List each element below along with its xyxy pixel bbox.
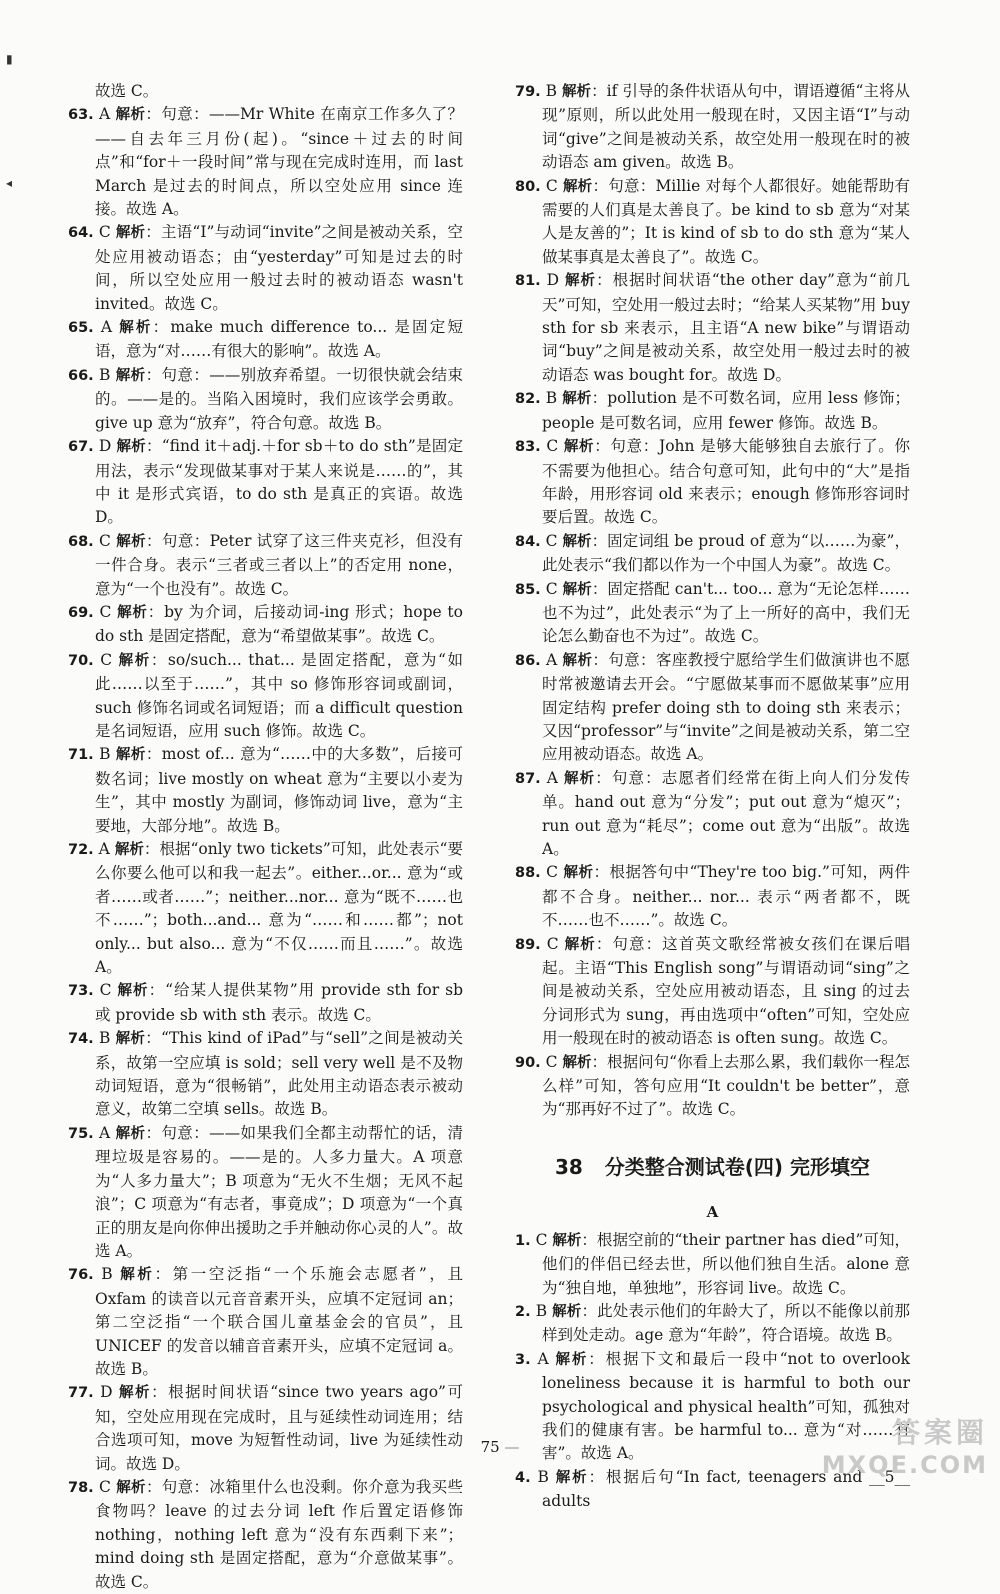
- answer-letter: C: [546, 863, 558, 882]
- answer-letter: C: [99, 531, 111, 550]
- question-number: 72.: [68, 842, 94, 858]
- answer-letter: D: [546, 271, 560, 290]
- question-number: 90.: [515, 1054, 541, 1071]
- explanation-text: ：主语“I”与动词“invite”之间是被动关系，空处应用被动语态；由“yesterday”可知是过去的时间，所以空处应用一般过去时的被动语态 wasn't invited。故选 C。: [95, 223, 463, 313]
- continuation-text: 故选 C。: [95, 82, 159, 100]
- analysis-label: 解析: [562, 391, 592, 408]
- answer-letter: C: [99, 1477, 111, 1496]
- section-subtitle: A: [706, 1203, 719, 1222]
- explanation-text: ：句意：Peter 试穿了这三件夹克衫，但没有一件合身。表示“三者或三者以上”的否定用 none，意为“一个也没有”。故选 C。: [95, 531, 463, 598]
- analysis-label: 解析: [562, 178, 593, 195]
- answer-letter: C: [545, 176, 558, 195]
- question-number: 66.: [68, 367, 94, 384]
- answer-entry: [68, 1263, 463, 1381]
- question-number: 70.: [68, 652, 94, 669]
- explanation-text: ：by 为介词，后接动词-ing 形式；hope to do sth 是固定搭配，意为“希望做某事”。故选 C。: [95, 602, 463, 646]
- answer-letter: A: [99, 1123, 111, 1142]
- analysis-label: 解析: [115, 107, 146, 124]
- analysis-label: 解析: [120, 1267, 155, 1284]
- answer-entry: [68, 1122, 463, 1263]
- explanation-text: ：句意：客座教授宁愿给学生们做演讲也不愿时常被邀请去开会。“宁愿做某事而不愿做某事”应用固定结构 prefer doing sth to doing sth 来表示；又因“professor”与“invite”之间是被动关系，第二空应用被动语态。故选 A。: [542, 650, 910, 764]
- analysis-label: 解析: [115, 225, 146, 242]
- left-column: [68, 80, 463, 1594]
- right-column: [515, 80, 910, 1514]
- answer-letter: C: [98, 223, 111, 242]
- answer-entry: [515, 1051, 910, 1122]
- answer-entry: [515, 80, 910, 175]
- answer-letter: D: [100, 1383, 113, 1402]
- analysis-label: 解析: [555, 1469, 589, 1486]
- answer-letter: B: [545, 389, 558, 408]
- explanation-text: ：句意：Millie 对每个人都很好。她能帮助有需要的人们真是太善良了。be kind to sb 意为“对某人是友善的”；It is kind of sb to do sth 意为“某人做某事真是太善良了”。故选 C。: [542, 176, 910, 266]
- question-number: 68.: [68, 533, 94, 550]
- question-number: 84.: [515, 533, 541, 550]
- explanation-text: ：根据答句中“They're too big.”可知，两件都不合身。neither... nor... 表示“两者都不，既不……也不……”。故选 C。: [542, 863, 910, 930]
- watermark-top: 答案圈: [891, 1416, 988, 1449]
- explanation-text: ：pollution 是不可数名词，应用 less 修饰；people 是可数名词，应用 fewer 修饰。故选 B。: [542, 389, 910, 432]
- right-entries: [515, 80, 910, 1122]
- answer-letter: C: [546, 437, 559, 456]
- answer-letter: D: [98, 437, 112, 456]
- question-number: 79.: [515, 84, 541, 100]
- question-number: 77.: [68, 1385, 94, 1402]
- question-number: 4.: [515, 1469, 531, 1486]
- analysis-label: 解析: [563, 439, 595, 456]
- explanation-text: ：根据空前的“their partner has died”可知，他们的伴侣已经去世，所以他们独自生活。alone 意为“独自地，单独地”，形容词 live。故选 C。: [542, 1230, 910, 1297]
- explanation-text: ：句意：——别放弃希望。一切很快就会结束的。——是的。当陷入困境时，我们应该学会勇敢。give up 意为“放弃”，符合句意。故选 B。: [95, 365, 463, 432]
- answer-entry: [68, 221, 463, 316]
- question-number: 81.: [515, 273, 541, 290]
- analysis-label: 解析: [115, 1125, 146, 1142]
- question-number: 75.: [68, 1125, 94, 1142]
- answer-letter: B: [537, 1467, 549, 1486]
- answer-entry: [68, 364, 463, 435]
- answer-letter: C: [100, 650, 113, 669]
- analysis-label: 解析: [564, 770, 596, 787]
- answer-entry: [68, 743, 463, 838]
- analysis-label: 解析: [116, 533, 147, 550]
- answer-entry: [68, 1476, 463, 1594]
- explanation-text: ：根据问句“你看上去那么累，我们载你一程怎么样”可知，答句应用“It couldn't be better”，意为“那再好不过了”。故选 C。: [542, 1052, 910, 1119]
- answer-letter: C: [545, 579, 558, 598]
- answer-entry: [68, 530, 463, 601]
- answer-letter: B: [99, 745, 111, 764]
- explanation-text: ：根据下文和最后一段中“not to overlook loneliness because it is harmful to both our psychological and physical health”可知，孤独对我们的健康有害。be harmful to... 意为“对……有害”。故选 A。: [542, 1349, 910, 1463]
- analysis-label: 解析: [115, 747, 146, 764]
- question-number: 74.: [68, 1031, 94, 1048]
- explanation-text: ：句意：John 是够大能够独自去旅行了。你不需要为他担心。结合句意可知，此句中的“大”是指年龄，用形容词 old 来表示；enough 修饰形容词时要后置。故选 C。: [542, 437, 910, 527]
- explanation-text: ：根据时间状语“the other day”意为“前几天”可知，空处用一般过去时；“给某人买某物”用 buy sth for sb 来表示，且主语“A new bike”与谓语动词“buy”之间是被动关系，故空处用一般过去时的被动语态 was bought for。故选 D。: [542, 271, 910, 384]
- explanation-text: ：固定词组 be proud of 意为“以……为豪”，此处表示“我们都以作为一个中国人为豪”。故选 C。: [542, 531, 910, 575]
- answer-letter: C: [545, 1052, 558, 1071]
- answer-letter: A: [537, 1349, 549, 1368]
- answer-letter: B: [101, 1265, 113, 1284]
- question-number: 73.: [68, 983, 94, 1000]
- watermark-logo: [798, 1411, 988, 1481]
- watermark-bottom: MXQE.COM: [821, 1451, 988, 1479]
- answer-letter: A: [546, 650, 558, 669]
- answer-entry: [68, 601, 463, 649]
- question-number: 86.: [515, 652, 541, 669]
- analysis-label: 解析: [552, 1303, 582, 1320]
- question-number: 67.: [68, 439, 94, 456]
- question-number: 89.: [515, 936, 541, 953]
- answer-letter: A: [100, 318, 113, 337]
- answer-letter: A: [99, 105, 111, 124]
- answer-entry: [515, 530, 910, 578]
- question-number: 63.: [68, 107, 94, 124]
- answer-letter: C: [99, 981, 112, 1000]
- analysis-label: 解析: [565, 273, 597, 290]
- answer-entry: [515, 933, 910, 1051]
- answer-letter: B: [545, 82, 558, 100]
- question-number: 64.: [68, 225, 94, 242]
- answer-letter: A: [546, 768, 558, 787]
- answer-entry: [68, 435, 463, 530]
- explanation-text: ：句意：冰箱里什么也没剩。你介意为我买些食物吗？leave 的过去分词 left 作后置定语修饰 nothing，nothing left 意为“没有东西剩下来”；mind doing sth 是固定搭配，意为“介意做某事”。故选 C。: [95, 1477, 463, 1591]
- answer-letter: B: [98, 1029, 111, 1048]
- explanation-text: ：固定搭配 can't... too... 意为“无论怎样……也不为过”，此处表示“为了上一所好的高中，我们无论怎么勤奋也不为过”。故选 C。: [542, 579, 910, 646]
- question-number: 1.: [515, 1232, 531, 1249]
- question-number: 87.: [515, 770, 541, 787]
- analysis-label: 解析: [562, 581, 592, 598]
- question-number: 85.: [515, 581, 541, 598]
- section-heading: [515, 1156, 910, 1179]
- answer-entry: [68, 103, 463, 221]
- answer-letter: C: [99, 602, 112, 621]
- explanation-text: ：so/such... that... 是固定搭配，意为“如此……以至于……”，其中 so 修饰形容词或副词，such 修饰名词或名词短语；而 a difficult question 是名词短语，应用 such 修饰。故选 C。: [95, 650, 464, 740]
- explanation-text: ：此处表示他们的年龄大了，所以不能像以前那样到处走动。age 意为“年龄”，符合语境。故选 B。: [542, 1301, 910, 1345]
- answer-entry: [515, 269, 910, 387]
- answer-letter: C: [546, 934, 559, 953]
- analysis-label: 解析: [562, 1054, 592, 1071]
- answer-entry: [515, 1229, 910, 1300]
- explanation-text: ：第一空泛指“一个乐施会志愿者”，且 Oxfam 的读音以元音音素开头，应填不定冠词 an；第二空泛指“一个联合国儿童基金会的官员”，且 UNICEF 的发音以辅音音素开头，应填不定冠词 a。故选 B。: [95, 1265, 463, 1378]
- analysis-label: 解析: [552, 1232, 582, 1249]
- answer-letter: B: [535, 1301, 548, 1320]
- analysis-label: 解析: [116, 439, 146, 456]
- analysis-label: 解析: [117, 983, 149, 1000]
- analysis-label: 解析: [564, 936, 596, 953]
- section-title: 分类整合测试卷(四) 完形填空: [604, 1154, 871, 1179]
- answer-entry: [515, 649, 910, 767]
- explanation-text: ：根据后句“In fact, teenagers and __5__ adults: [542, 1467, 910, 1511]
- explanation-text: ：most of... 意为“……中的大多数”，后接可数名词；live mostly on wheat 意为“主要以小麦为生”，其中 mostly 为副词，修饰动词 live，意为“主要地，大部分地”。故选 B。: [95, 745, 464, 835]
- answer-entry: [68, 1381, 463, 1476]
- answer-entry: [68, 316, 463, 364]
- answer-letter: A: [98, 840, 110, 858]
- explanation-text: ：if 引导的条件状语从句中，谓语遵循“主将从现”原则，所以此处用一般现在时，又因主语“I”与动词“give”之间是被动关系，故空处用一般现在时的被动语态 am given。故选 B。: [542, 82, 910, 172]
- analysis-label: 解析: [562, 84, 592, 100]
- page-number: 75 —: [0, 1438, 1000, 1456]
- answer-entry: [68, 649, 463, 744]
- answer-entry: [515, 861, 910, 932]
- explanation-text: ：句意：志愿者们经常在街上向人们分发传单。hand out 意为“分发”；put out 意为“熄灭”；run out 意为“耗尽”；come out 意为“出版”。故选 A。: [542, 768, 910, 858]
- question-number: 88.: [515, 865, 541, 882]
- margin-mark: ▮: [6, 52, 13, 66]
- explanation-text: ：make much difference to... 是固定短语，意为“对……有很大的影响”。故选 A。: [95, 318, 463, 361]
- answer-letter: C: [535, 1230, 548, 1249]
- analysis-label: 解析: [115, 1031, 146, 1048]
- analysis-label: 解析: [562, 533, 592, 550]
- answer-entry: [515, 578, 910, 649]
- answer-entry: [515, 387, 910, 435]
- question-number: 71.: [68, 747, 94, 764]
- margin-mark: ◂: [6, 176, 13, 190]
- analysis-label: 解析: [119, 1385, 152, 1402]
- explanation-text: ：根据“only two tickets”可知，此处表示“要么你要么他可以和我一起去”。either...or... 意为“或者……或者……”；neither...nor... 意为“既不……也不……”；both...and... 意为“……和……都”；not only... but also... 意为“不仅……而且……”。故选 A。: [95, 840, 463, 977]
- explanation-text: ：根据时间状语“since two years ago”可知，空处应用现在完成时，且与延续性动词连用；结合选项可知，move 为短暂性动词，live 为延续性动词。故选 D。: [95, 1383, 463, 1473]
- analysis-label: 解析: [115, 367, 146, 384]
- question-number: 78.: [68, 1479, 94, 1496]
- question-number: 80.: [515, 178, 541, 195]
- explanation-text: ：句意：——Mr White 在南京工作多久了？——自去年三月份(起)。“since＋过去的时间点”和“for＋一段时间”常与现在完成时连用，而 last March 是过去的时间点，所以空处应用 since 连接。故选 A。: [95, 105, 463, 219]
- question-number: 82.: [515, 391, 541, 408]
- answer-entry: [515, 435, 910, 530]
- analysis-label: 解析: [555, 1351, 589, 1368]
- answer-entry: [68, 979, 463, 1027]
- question-number: 65.: [68, 320, 94, 337]
- explanation-text: ：“This kind of iPad”与“sell”之间是被动关系，故第一空应填 is sold；sell very well 是不及物动词短语，意为“很畅销”，此处用主动语态表示被动意义，故第二空填 sells。故选 B。: [95, 1029, 463, 1119]
- question-number: 76.: [68, 1267, 94, 1284]
- explanation-text: ：句意：这首英文歌经常被女孩们在课后唱起。主语“This English song”与谓语动词“sing”之间是被动关系，空处应用被动语态，且 sing 的过去分词形式为 sung，再由选项中“often”可知，空处应用一般现在时的被动语态 is often sung。故选 C。: [542, 934, 910, 1048]
- explanation-text: ：“给某人提供某物”用 provide sth for sb 或 provide sb with sth 表示。故选 C。: [95, 981, 464, 1024]
- question-number: 3.: [515, 1351, 531, 1368]
- answer-entry: [68, 838, 463, 979]
- explanation-text: ：“find it＋adj.＋for sb＋to do sth”是固定用法，表示“发现做某事对于某人来说是……的”，其中 it 是形式宾语，to do sth 是真正的宾语。故选 D。: [95, 437, 463, 527]
- analysis-label: 解析: [562, 652, 593, 669]
- answer-entry: [515, 175, 910, 270]
- answer-letter: C: [545, 531, 558, 550]
- analysis-label: 解析: [563, 865, 594, 882]
- analysis-label: 解析: [116, 1479, 146, 1496]
- question-number: 69.: [68, 604, 94, 621]
- analysis-label: 解析: [117, 604, 148, 621]
- section-number: 38: [554, 1154, 583, 1179]
- analysis-label: 解析: [114, 842, 144, 858]
- question-number: 83.: [515, 439, 541, 456]
- analysis-label: 解析: [119, 320, 153, 337]
- question-number: 2.: [515, 1303, 531, 1320]
- explanation-text: ：句意：——如果我们全都主动帮忙的话，清理垃圾是容易的。——是的。人多力量大。A 项意为“人多力量大”；B 项意为“无火不生烟；无风不起浪”；C 项意为“有志者，事竟成”；D 项意为“一个真正的朋友是向你伸出援助之手并触动你心灵的人”。故选 A。: [95, 1123, 463, 1260]
- answer-entry: [515, 767, 910, 862]
- answer-letter: B: [99, 365, 111, 384]
- answer-entry: [515, 1300, 910, 1348]
- analysis-label: 解析: [118, 652, 151, 669]
- answer-entry: [68, 1027, 463, 1122]
